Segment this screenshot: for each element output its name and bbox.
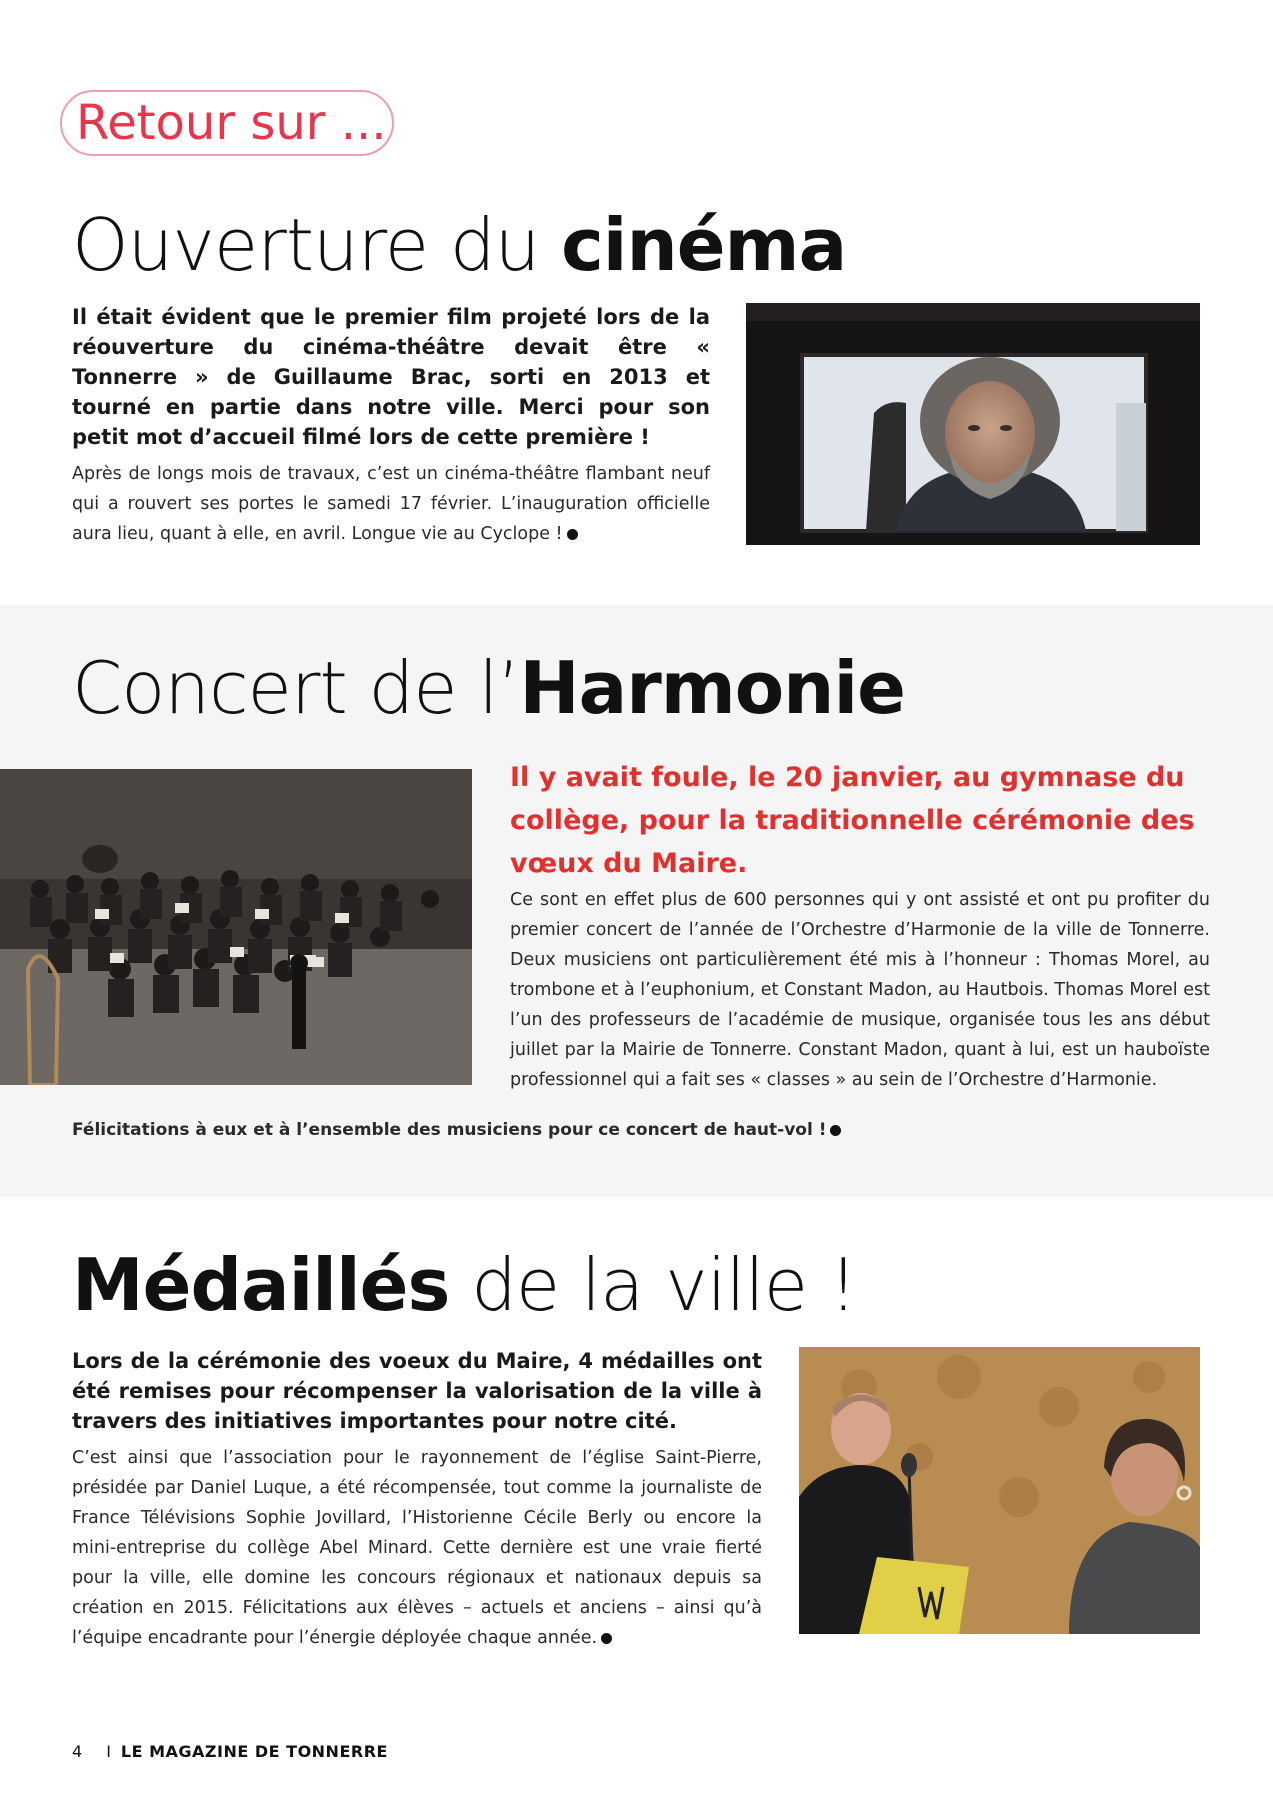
- page-footer: [72, 1742, 388, 1761]
- harmonie-title: [72, 648, 905, 728]
- medailles-title: [72, 1245, 857, 1325]
- end-mark-icon: [830, 1125, 841, 1136]
- cinema-title: [72, 205, 846, 285]
- cinema-title-bold: cinéma: [561, 203, 847, 287]
- medailles-title-light: de la ville !: [449, 1243, 857, 1327]
- magazine-name: LE MAGAZINE DE TONNERRE: [120, 1742, 388, 1761]
- cinema-body: [72, 459, 710, 549]
- harmonie-closing-text: Félicitations à eux et à l’ensemble des musiciens pour ce concert de haut-vol !: [72, 1120, 827, 1140]
- orchestra-photo: [0, 769, 472, 1085]
- section-tag: Retour sur ...: [60, 90, 394, 156]
- medailles-lead: Lors de la cérémonie des voeux du Maire, 4 médailles ont été remises pour récompenser la valorisation de la ville à travers des initiatives importantes pour notre cité.: [72, 1349, 762, 1433]
- medailles-body-text: C’est ainsi que l’association pour le rayonnement de l’église Saint-Pierre, présidée par Daniel Luque, a été récompensée, tout comme la journaliste de France Télévisions Sophie Jovillard, l’Historienne Cécile Berly ou encore la mini-entreprise du collège Abel Minard. Cette dernière est une vraie fierté pour la ville, elle domine les concours régionaux et nationaux depuis sa création en 2015. Félicitations aux élèves – actuels et anciens – ainsi qu’à l’équipe encadrante pour l’énergie déployée chaque année.: [72, 1448, 762, 1648]
- cinema-screen-photo: [746, 303, 1200, 545]
- end-mark-icon: [601, 1633, 612, 1644]
- harmonie-closing: [72, 1115, 1072, 1145]
- footer-separator: I: [106, 1742, 111, 1761]
- medailles-body: [72, 1443, 762, 1653]
- harmonie-title-bold: Harmonie: [519, 646, 905, 730]
- medailles-title-bold: Médaillés: [72, 1243, 450, 1327]
- harmonie-body: Ce sont en effet plus de 600 personnes qui y ont assisté et ont pu profiter du premier concert de l’année de l’Orchestre d’Harmonie de la ville de Tonnerre. Deux musiciens ont particulièrement été mis à l’honneur : Thomas Morel, au trombone et à l’euphonium, et Constant Madon, au Hautbois. Thomas Morel est l’un des professeurs de l’académie de musique, organisée tous les ans début juillet par la Mairie de Tonnerre. Constant Madon, quant à lui, est un hauboïste professionnel qui a fait ses « classes » au sein de l’Orchestre d’Harmonie.: [510, 890, 1210, 1090]
- page-number: 4: [72, 1742, 83, 1761]
- harmonie-title-light: Concert de l’: [72, 646, 520, 730]
- ceremony-photo: [799, 1347, 1200, 1634]
- cinema-title-light: Ouverture du: [72, 203, 562, 287]
- end-mark-icon: [567, 529, 578, 540]
- cinema-body-text: Après de longs mois de travaux, c’est un cinéma-théâtre flambant neuf qui a rouvert ses portes le samedi 17 février. L’inauguration officielle aura lieu, quant à elle, en avril. Longue vie au Cyclope !: [72, 464, 710, 544]
- cinema-lead: Il était évident que le premier film projeté lors de la réouverture du cinéma-théâtre devait être « Tonnerre » de Guillaume Brac, sorti en 2013 et tourné en partie dans notre ville. Merci pour son petit mot d’accueil filmé lors de cette première !: [72, 305, 710, 449]
- harmonie-lead: Il y avait foule, le 20 janvier, au gymnase du collège, pour la traditionnelle cérémonie des vœux du Maire.: [510, 762, 1195, 879]
